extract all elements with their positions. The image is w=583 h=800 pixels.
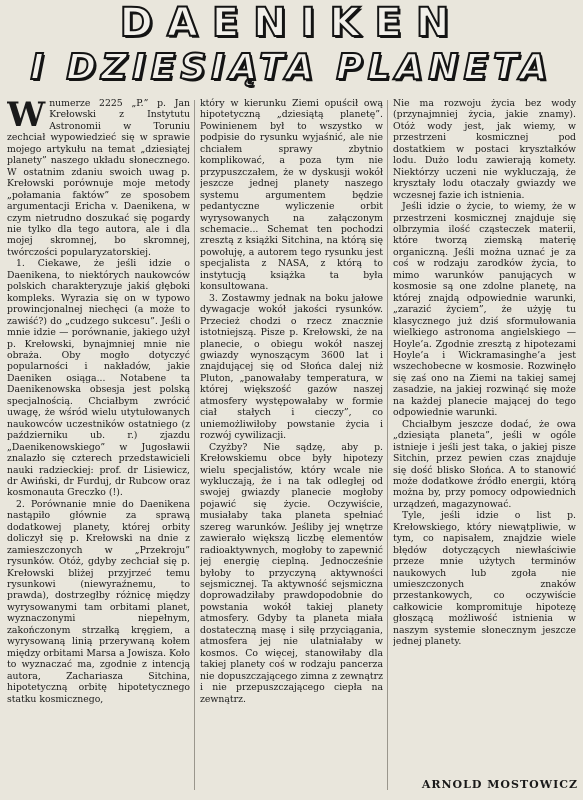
drop-cap: W — [7, 98, 46, 135]
column-divider — [387, 100, 388, 790]
paragraph: Wnumerze 2225 „P.” p. Jan Krełowski z Instytutu Astronomii w Toruniu zechciał wypowiedzieć się w sprawie mojego artykułu na temat „dziesiątej planety” naszego układu słonecznego. W ostatnim zdaniu swoich uwag p. Krełowski porównuje moje metody „połamania faktów” ze sposobem argumentacji Ericha v. Daenikena, w czym nietrudno doszukać się pogardy nie tylko dla tego autora, ale i dla mojej skromnej, bo skromnej, twórczości popularyzatorskiej. — [7, 98, 190, 258]
paragraph: Jeśli idzie o życie, to wiemy, że w przestrzeni kosmicznej znajduje się olbrzymia ilość cząsteczek materii, które tworzą ziemską materię organiczną. Jeśli można uznać je za coś w rodzaju zarodków życia, to mimo warunków panujących w kosmosie są one zdolne planetę, na której znajdą odpowiednie warunki, „zarazić życiem”, że użyję tu klasycznego już dziś sformułowania wielkiego astronoma angielskiego — Hoyle’a. Zgodnie zresztą z hipotezami Hoyle’a i Wickramasinghe’a jest wszechobecne w kosmosie. Rozwinęło się zaś ono na Ziemi na takiej samej zasadzie, na jakiej rozwinąć się może na każdej planecie mającej do tego odpowiednie warunki. — [393, 201, 576, 419]
article-column-1 — [7, 98, 190, 788]
author-signature: ARNOLD MOSTOWICZ — [421, 778, 578, 791]
article-column-2 — [200, 98, 383, 788]
paragraph: 1. Ciekawe, że jeśli idzie o Daenikena, to niektórych naukowców polskich charakteryzuje jakiś głęboki kompleks. Wyrazia się on w typowo prowincjonalnej niechęci (a może to zawiść?) do „cudzego sukcesu”. Jeśli o mnie idzie — porównanie, jakiego użył p. Krełowski, bynajmniej mnie nie obraża. Oby mogło dotyczyć popularności i nakładów, jakie Daeniken osiąga... Notabene ta Daenikenowska obsesja jest polską specjalnością. Chciałbym zwrócić uwagę, że wśród wielu utytułowanych naukowców uczestników ostatniego (z październiku ub. r.) zjazdu „Daenikenowskiego” w Jugosławii znalazło się czterech przedstawicieli nauki radzieckiej: prof. dr Lisiewicz, dr Awiński, dr Furduj, dr Rubcow oraz kosmonauta Greczko (!). — [7, 258, 190, 499]
paragraph: 3. Zostawmy jednak na boku jałowe dywagacje wokół jakości rysunków. Przecież chodzi o rzecz znacznie istotniejszą. Pisze p. Krełowski, że na planecie, o obiegu wokół naszej gwiazdy wynoszącym 3600 lat i znajdującej się od Słońca dalej niż Pluton, „panowałaby temperatura, w której większość gazów naszej atmosfery występowałaby w formie ciał stałych i cieczy”, co uniemożliwiłoby powstanie życia i rozwój cywilizacji. — [200, 292, 383, 442]
article-column-3 — [393, 98, 576, 788]
paragraph: Tyle, jeśli idzie o list p. Krełowskiego, który niewątpliwie, w tym, co napisałem, znajdzie wiele błędów dotyczących niewłaściwie przeze mnie użytych terminów naukowych lub zgoła nie umieszczonych znaków przestankowych, co oczywiście całkowicie kompromituje hipotezę głoszącą możliwość istnienia w naszym systemie słonecznym jeszcze jednej planety. — [393, 510, 576, 648]
paragraph: który w kierunku Ziemi opuścił ową hipotetyczną „dziesiątą planetę”. Powinienem był to wszystko w podpisie do rysunku wyjaśnić, ale nie chciałem sprawy zbytnio komplikować, a poza tym nie przypuszczałem, że w dyskusji wokół jeszcze jednej planety naszego systemu argumentem będzie pedantyczne wyliczenie orbit wyrysowanych na załączonym schemacie... Schemat ten pochodzi zresztą z książki Sitchina, na którą się powołuję, a autorem tego rysunku jest specjalista z NASA, z którą to instytucją książka ta była konsultowana. — [200, 98, 383, 293]
headline-daeniken: DAENIKEN — [119, 0, 464, 46]
paragraph: 2. Porównanie mnie do Daenikena nastąpiło głównie za sprawą dodatkowej planety, której orbity doliczył się p. Krełowski na dnie z zamieszczonych w „Przekroju” rysunków. Otóż, gdyby zechciał się p. Krełowski bliżej przyjrzeć temu rysunkowi (niewyraźnemu, to prawda), dostrzegłby różnicę między wyrysowanymi tam orbitami planet, wyznaczonymi niepełnym, zakończonym strzałką kręgiem, a wyrysowaną linią przerywaną kołem między orbitami Marsa a Jowisza. Koło to wyznaczać ma, zgodnie z intencją autora, Zachariasza Sitchina, hipotetyczną orbitę hipotetycznego statku kosmicznego, — [7, 498, 190, 705]
headline-dziesiata-planeta: I DZIESIĄTA PLANETA — [30, 47, 553, 88]
paragraph: Chciałbym jeszcze dodać, że owa „dziesiąta planeta”, jeśli w ogóle istnieje i jeśli jest taka, o jakiej pisze Sitchin, przez pewien czas znajduje się dość blisko Słońca. A to stanowić może dodatkowe źródło energii, którą można by, przy pomocy odpowiednich urządzeń, magazynować. — [393, 418, 576, 510]
column-divider — [194, 100, 195, 790]
paragraph: Czyżby? Nie sądzę, aby p. Krełowskiemu obce były hipotezy wielu specjalistów, który wcale nie wykluczają, że i na tak odległej od swojej gwiazdy planecie mogłoby pojawić się życie. Oczywiście, musiałaby taka planeta spełniać szereg warunków. Jeśliby jej wnętrze zawierało większą liczbę elementów radioaktywnych, mogłoby to zapewnić jej energię cieplną. Jednocześnie byłoby to przyczyną aktywności sejsmicznej. Ta aktywność sejsmiczna doprowadziłaby prawdopodobnie do powstania wokół takiej planety atmosfery. Gdyby ta planeta miała dostateczną masę i siłę przyciągania, atmosfera jej nie ulatniałaby w kosmos. Co więcej, stanowiłaby dla takiej planety coś w rodzaju pancerza nie dopuszczającego zimna z zewnątrz i nie przepuszczającego ciepła na zewnątrz. — [200, 441, 383, 705]
paragraph: Nie ma rozwoju życia bez wody (przynajmniej życia, jakie znamy). Otóż wody jest, jak wiemy, w przestrzeni kosmicznej pod dostatkiem w postaci kryształków lodu. Dużo lodu zawierają komety. Niektórzy uczeni nie wykluczają, że kryształy lodu otaczały gwiazdy we wczesnej fazie ich istnienia. — [393, 98, 576, 201]
